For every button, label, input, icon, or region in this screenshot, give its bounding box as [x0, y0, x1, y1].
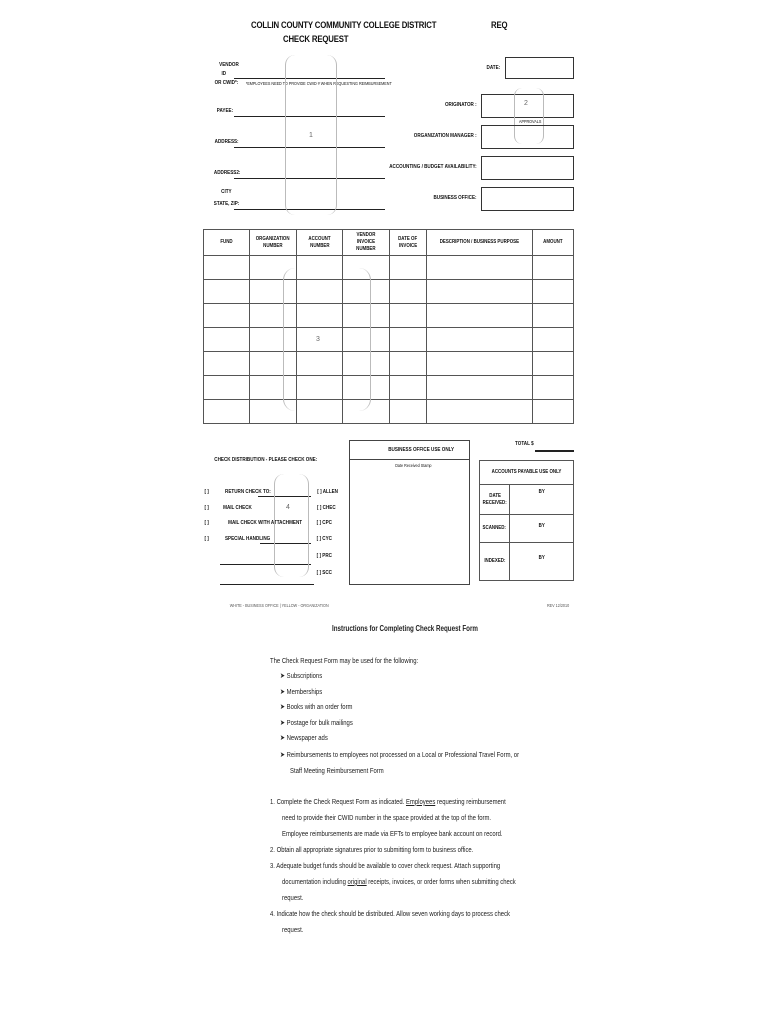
org-manager-label: ORGANIZATION MANAGER :: [414, 133, 477, 139]
step-1-line-2: need to provide their CWID number in the space provided at the top of the form.: [282, 813, 492, 822]
arrow-bullet-icon: ➤: [280, 718, 285, 727]
campus-chec[interactable]: [ ] CHEC: [317, 505, 336, 511]
step-1-line-3: Employee reimbursements are made via EFTs to employee bank account on record.: [282, 829, 503, 838]
date-label: DATE:: [486, 65, 501, 71]
callout-number-1: 1: [309, 132, 313, 139]
col-amount: AMOUNT: [532, 230, 573, 256]
table-row[interactable]: [204, 376, 574, 400]
return-check-box[interactable]: [ ]: [204, 489, 209, 495]
business-office-use-title: BUSINESS OFFICE USE ONLY: [388, 447, 455, 453]
callout-number-3: 3: [316, 336, 320, 343]
ap-indexed-by[interactable]: BY: [510, 543, 574, 581]
step-3: 3. Adequate budget funds should be available to cover check request. Attach supporting: [270, 861, 501, 870]
accounting-field[interactable]: [481, 156, 574, 180]
total-label: TOTAL $: [515, 441, 534, 447]
step-3-line-2: documentation including original receipts, invoices, or order forms when submitting check: [282, 877, 516, 886]
return-check-label: RETURN CHECK TO:: [225, 489, 271, 495]
table-row[interactable]: [204, 256, 574, 280]
payee-label: PAYEE:: [216, 108, 234, 114]
table-row[interactable]: [204, 328, 574, 352]
step-4: 4. Indicate how the check should be distributed. Allow seven working days to process check: [270, 909, 511, 918]
col-vendor-invoice: VENDOR INVOICE NUMBER: [342, 230, 389, 256]
table-row[interactable]: [204, 400, 574, 424]
arrow-bullet-icon: ➤: [280, 750, 285, 759]
bullet-reimbursements: ➤ Reimbursements to employees not processed on a Local or Professional Travel Form, or: [280, 750, 520, 759]
college-name: COLLIN COUNTY COMMUNITY COLLEGE DISTRICT: [251, 20, 437, 31]
arrow-bullet-icon: ➤: [280, 702, 285, 711]
arrow-bullet-icon: ➤: [280, 687, 285, 696]
org-manager-field[interactable]: [481, 125, 574, 149]
table-row[interactable]: [204, 304, 574, 328]
vendor-label: VENDOR: [219, 62, 239, 68]
col-org-number: ORGANIZATION NUMBER: [249, 230, 297, 256]
col-fund: FUND: [204, 230, 250, 256]
bullet-subscriptions: ➤ Subscriptions: [280, 671, 323, 680]
vendor-id-label: ID: [221, 71, 227, 77]
callout-number-4: 4: [286, 504, 290, 511]
arrow-bullet-icon: ➤: [280, 671, 285, 680]
date-field[interactable]: [505, 57, 574, 79]
callout-number-2: 2: [524, 100, 528, 107]
bullet-newspaper: ➤ Newspaper ads: [280, 733, 328, 742]
ap-date-received-label: DATE RECEIVED:: [480, 485, 510, 515]
cwid-note: *EMPLOYEES NEED TO PROVIDE CWID # WHEN REQUESTING REIMBURSEMENT: [245, 81, 392, 86]
special-handling-box[interactable]: [ ]: [204, 536, 209, 542]
step-4-line-2: request.: [282, 925, 304, 934]
accounting-label: ACCOUNTING / BUDGET AVAILABILITY:: [389, 164, 477, 170]
business-office-use-box: [349, 440, 470, 585]
mail-attach-label: MAIL CHECK WITH ATTACHMENT: [228, 520, 303, 526]
distribution-title: CHECK DISTRIBUTION - PLEASE CHECK ONE:: [214, 457, 318, 463]
col-account-number: ACCOUNT NUMBER: [297, 230, 342, 256]
table-header-row: [204, 230, 574, 256]
mail-check-box[interactable]: [ ]: [204, 505, 209, 511]
callout-bracket-3: [283, 268, 371, 411]
special-handling-label: SPECIAL HANDLING: [224, 536, 271, 542]
business-office-label: BUSINESS OFFICE:: [433, 195, 477, 201]
special-handling-field-3[interactable]: [220, 584, 314, 585]
ap-scanned-label: SCANNED:: [480, 515, 510, 543]
step-1: 1. Complete the Check Request Form as indicated. Employees requesting reimbursement: [270, 797, 506, 806]
table-row[interactable]: [204, 280, 574, 304]
callout-bracket-4: [274, 474, 309, 577]
accounts-payable-table: [479, 460, 574, 581]
campus-allen[interactable]: [ ] ALLEN: [317, 489, 339, 495]
instructions-title: Instructions for Completing Check Request Form: [332, 624, 478, 633]
bullet-staff-meeting: Staff Meeting Reimbursement Form: [290, 766, 384, 775]
form-title: CHECK REQUEST: [283, 34, 349, 45]
campus-cpc[interactable]: [ ] CPC: [316, 520, 332, 526]
bullet-books: ➤ Books with an order form: [280, 702, 353, 711]
arrow-bullet-icon: ➤: [280, 733, 285, 742]
ap-date-received-by[interactable]: BY: [510, 485, 574, 515]
campus-scc[interactable]: [ ] SCC: [316, 570, 332, 576]
table-row[interactable]: [204, 352, 574, 376]
ap-indexed-label: INDEXED:: [480, 543, 510, 581]
req-label: REQ: [491, 20, 508, 31]
step-3-line-3: request.: [282, 893, 304, 902]
approvals-label: APPROVALS: [518, 119, 542, 124]
instructions-intro: The Check Request Form may be used for the following:: [270, 656, 419, 665]
total-field[interactable]: [535, 450, 574, 452]
copy-distribution-note: WHITE - BUSINESS OFFICE | YELLOW - ORGANIZATION: [229, 603, 329, 608]
bullet-postage: ➤ Postage for bulk mailings: [280, 718, 353, 727]
col-date-invoice: DATE OF INVOICE: [389, 230, 426, 256]
address-label: ADDRESS:: [214, 139, 239, 145]
campus-prc[interactable]: [ ] PRC: [316, 553, 332, 559]
mail-check-label: MAIL CHECK: [223, 505, 252, 511]
city-label: CITY: [221, 189, 232, 195]
cwid-label: OR CWID*:: [214, 80, 239, 86]
ap-scanned-by[interactable]: BY: [510, 515, 574, 543]
originator-label: ORIGINATOR :: [445, 102, 477, 108]
bullet-memberships: ➤ Memberships: [280, 687, 323, 696]
business-office-field[interactable]: [481, 187, 574, 211]
business-office-divider: [349, 459, 470, 460]
step-2: 2. Obtain all appropriate signatures prior to submitting form to business office.: [270, 845, 474, 854]
mail-attach-box[interactable]: [ ]: [204, 520, 209, 526]
address2-label: ADDRESS2:: [213, 170, 241, 176]
campus-cyc[interactable]: [ ] CYC: [316, 536, 332, 542]
revision-label: REV 12/2010: [546, 603, 570, 608]
col-description: DESCRIPTION / BUSINESS PURPOSE: [426, 230, 532, 256]
state-zip-label: STATE, ZIP:: [213, 201, 240, 207]
ap-title: ACCOUNTS PAYABLE USE ONLY: [480, 461, 574, 485]
line-items-table: [203, 229, 574, 424]
date-received-stamp-label: Date Received Stamp: [395, 463, 432, 468]
